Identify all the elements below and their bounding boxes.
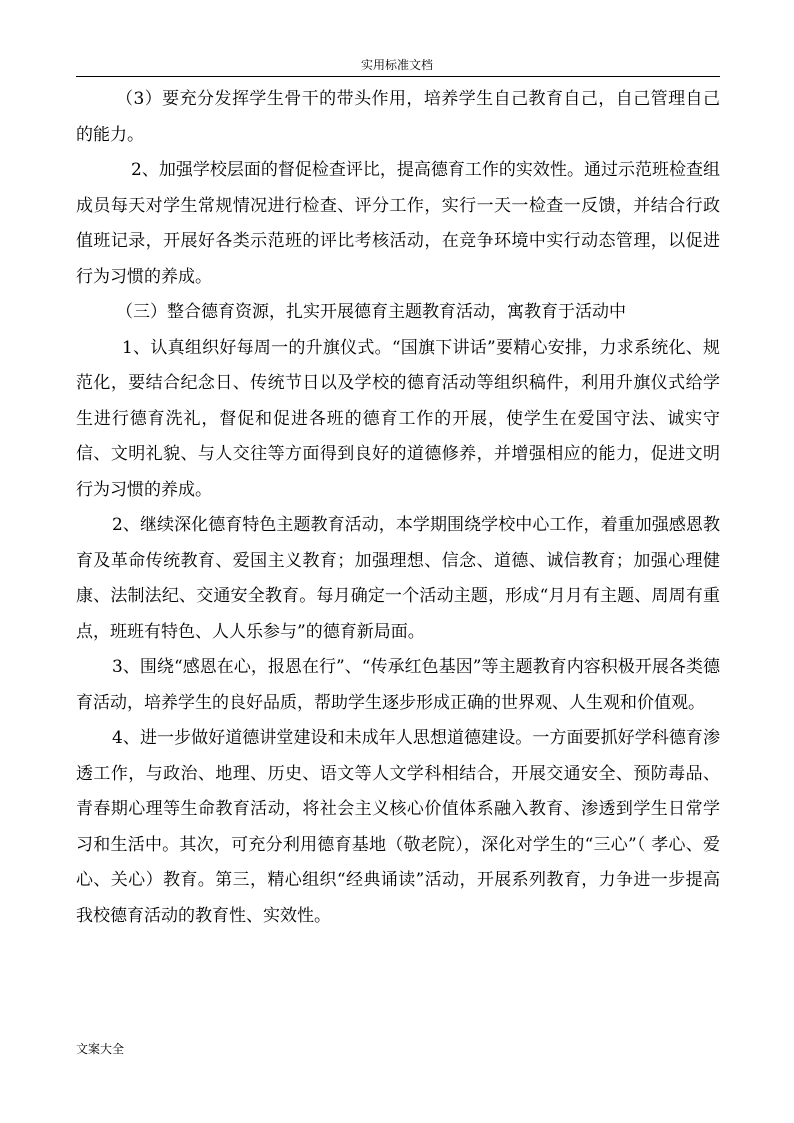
paragraph-6: 4、进一步做好道德讲堂建设和未成年人思想道德建设。一方面要抓好学科德育渗透工作，与政治、地理、历史、语文等人文学科相结合，开展交通安全、预防毒品、青春期心理等生命教育活动，将社会主义核心价值体系融入教育、渗透到学生日常学习和生活中。其次，可充分利用德育基地（敬老院），深化对学生的“三心”（ 孝心、爱心、关心）教育。第三，精心组织“经典诵读”活动，开展系列教育，力争进一步提高我校德育活动的教育性、实效性。 <box>76 728 720 926</box>
paragraph-5: 3、围绕“感恩在心，报恩在行”、“传承红色基因”等主题教育内容积极开展各类德育活动，培养学生的良好品质，帮助学生逐步形成正确的世界观、人生观和价值观。 <box>76 657 720 713</box>
page-footer: 文案大全 <box>76 1042 125 1056</box>
paragraph-2: 2、加强学校层面的督促检查评比，提高德育工作的实效性。通过示范班检查组成员每天对学生常规情况进行检查、评分工作，实行一天一检查一反馈，并结合行政值班记录，开展好各类示范班的评比考核活动，在竞争环境中实行动态管理，以促进行为习惯的养成。 <box>76 160 720 287</box>
section-heading-3: （三）整合德育资源，扎实开展德育主题教育活动，寓教育于活动中 <box>116 302 626 322</box>
paragraph-3: 1、认真组织好每周一的升旗仪式。“国旗下讲话”要精心安排，力求系统化、规范化，要结合纪念日、传统节日以及学校的德育活动等组织稿件，利用升旗仪式给学生进行德育洗礼，督促和促进各班的德育工作的开展，使学生在爱国守法、诚实守信、文明礼貌、与人交往等方面得到良好的道德修养，并增强相应的能力，促进文明行为习惯的养成。 <box>76 337 720 500</box>
document-body <box>76 82 720 934</box>
header-divider <box>76 76 720 77</box>
page-header: 实用标准文档 <box>360 58 433 72</box>
paragraph-1: （3）要充分发挥学生骨干的带头作用，培养学生自己教育自己，自己管理自己的能力。 <box>76 89 720 145</box>
paragraph-4: 2、继续深化德育特色主题教育活动，本学期围绕学校中心工作，着重加强感恩教育及革命传统教育、爱国主义教育；加强理想、信念、道德、诚信教育；加强心理健康、法制法纪、交通安全教育。每月确定一个活动主题，形成“月月有主题、周周有重点，班班有特色、人人乐参与”的德育新局面。 <box>76 515 720 642</box>
